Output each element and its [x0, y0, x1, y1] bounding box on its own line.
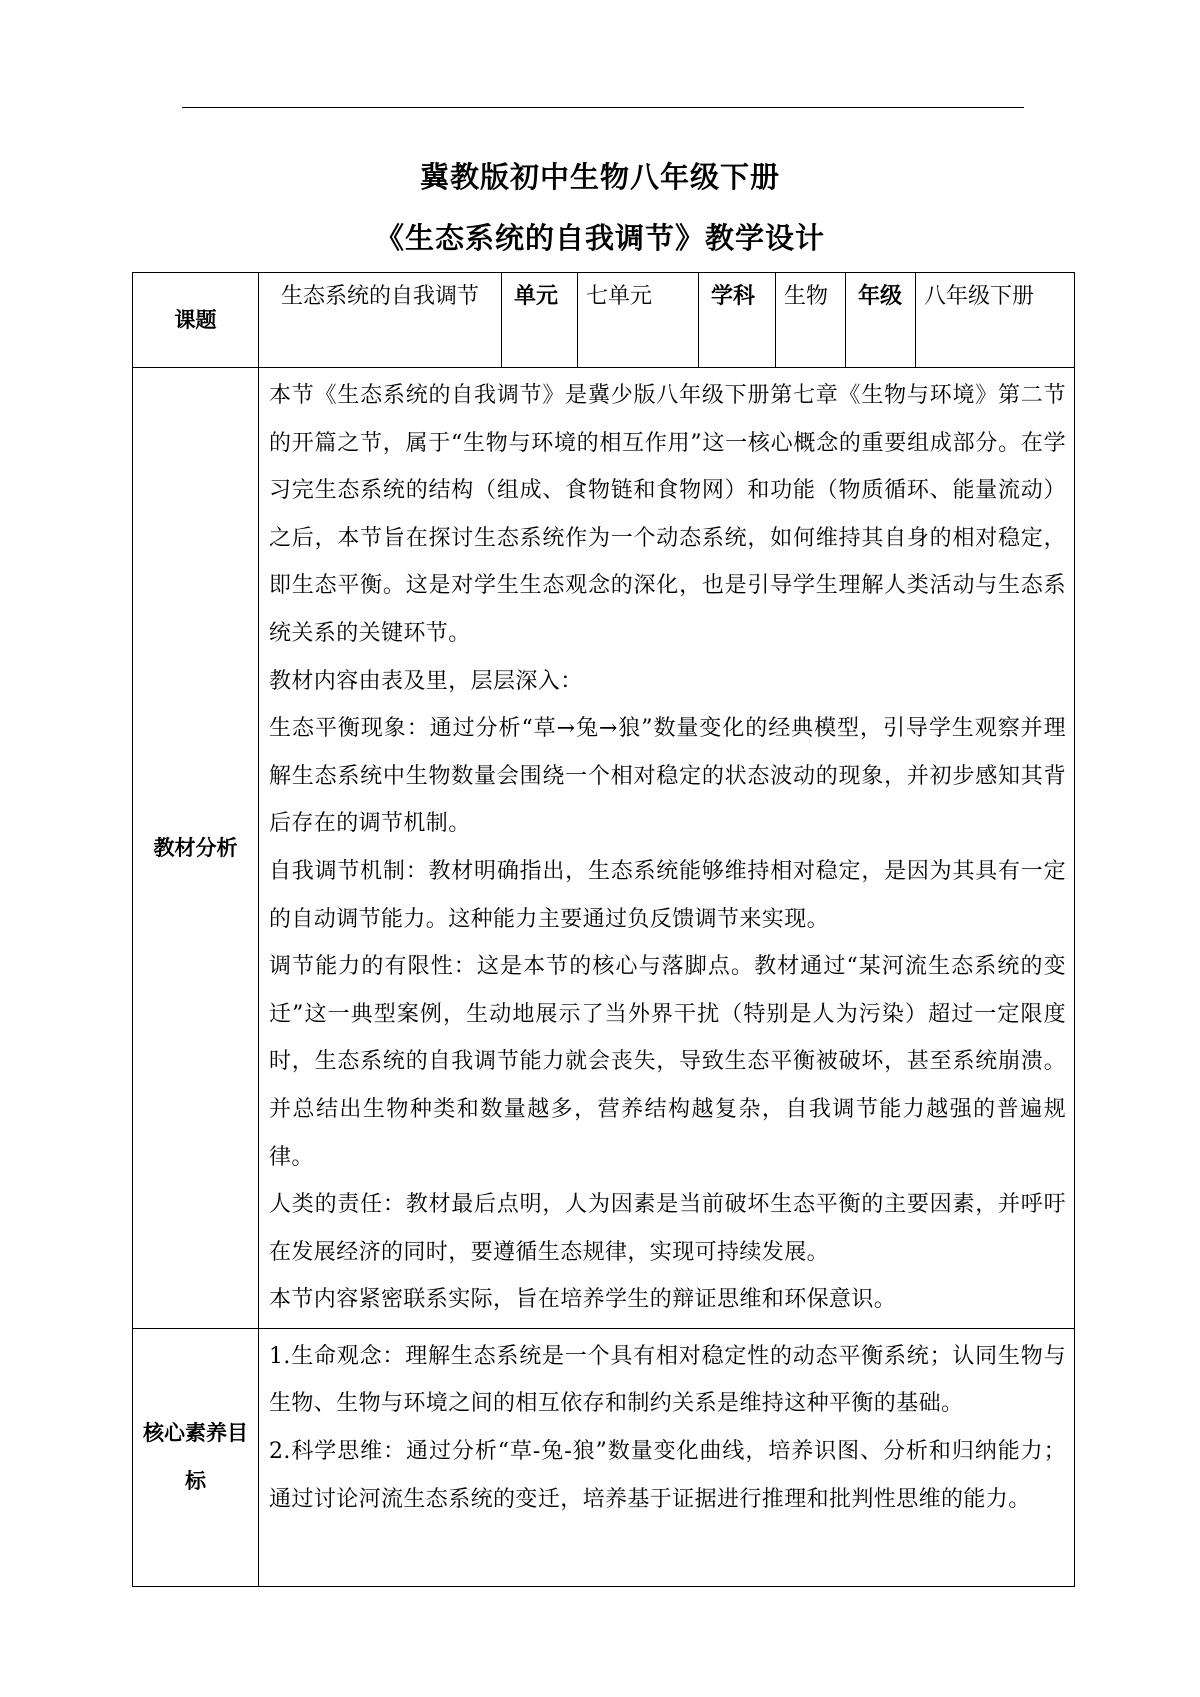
topic-label: 课题 — [133, 273, 259, 368]
core-goals-row — [133, 1328, 1075, 1586]
core-goals-label: 核心素养目标 — [133, 1328, 259, 1586]
topic-value: 生态系统的自我调节 — [259, 273, 502, 368]
goal-paragraph: 1.生命观念：理解生态系统是一个具有相对稳定性的动态平衡系统；认同生物与生物、生物与环境之间的相互依存和制约关系是维持这种平衡的基础。 — [269, 1343, 1066, 1417]
analysis-paragraph: 教材内容由表及里，层层深入： — [269, 668, 583, 694]
subject-label: 学科 — [699, 273, 776, 368]
analysis-paragraph: 本节内容紧密联系实际，旨在培养学生的辩证思维和环保意识。 — [269, 1287, 897, 1313]
analysis-paragraph: 本节《生态系统的自我调节》是冀少版八年级下册第七章《生物与环境》第二节的开篇之节，属于“生物与环境的相互作用”这一核心概念的重要组成部分。在学习完生态系统的结构（组成、食物链和食物网）和功能（物质循环、能量流动）之后，本节旨在探讨生态系统作为一个动态系统，如何维持其自身的相对稳定，即生态平衡。这是对学生生态观念的深化，也是引导学生理解人类活动与生态系统关系的关键环节。 — [269, 383, 1066, 646]
grade-label: 年级 — [846, 273, 916, 368]
analysis-paragraph: 自我调节机制：教材明确指出，生态系统能够维持相对稳定，是因为其具有一定的自动调节能力。这种能力主要通过负反馈调节来实现。 — [269, 858, 1066, 932]
unit-value: 七单元 — [578, 273, 699, 368]
grade-value: 八年级下册 — [916, 273, 1075, 368]
analysis-paragraph: 人类的责任：教材最后点明，人为因素是当前破坏生态平衡的主要因素，并呼吁在发展经济的同时，要遵循生态规律，实现可持续发展。 — [269, 1192, 1066, 1265]
textbook-analysis-content — [259, 368, 1075, 1329]
document-title-line1: 冀教版初中生物八年级下册 — [419, 160, 780, 194]
textbook-analysis-row — [133, 368, 1075, 1329]
header-row — [133, 273, 1075, 368]
core-goals-content — [259, 1328, 1075, 1586]
header-rule — [182, 107, 1024, 108]
goal-paragraph: 2.科学思维：通过分析“草-兔-狼”数量变化曲线，培养识图、分析和归纳能力；通过讨论河流生态系统的变迁，培养基于证据进行推理和批判性思维的能力。 — [269, 1439, 1066, 1512]
unit-label: 单元 — [502, 273, 578, 368]
textbook-analysis-label: 教材分析 — [133, 368, 259, 1329]
analysis-paragraph: 调节能力的有限性：这是本节的核心与落脚点。教材通过“某河流生态系统的变迁”这一典型案例，生动地展示了当外界干扰（特别是人为污染）超过一定限度时，生态系统的自我调节能力就会丧失，导致生态平衡被破坏，甚至系统崩溃。并总结出生物种类和数量越多，营养结构越复杂，自我调节能力越强的普遍规律。 — [269, 954, 1066, 1170]
lesson-design-table — [132, 272, 1075, 1587]
document-title-line2: 《生态系统的自我调节》教学设计 — [374, 221, 825, 255]
subject-value: 生物 — [776, 273, 846, 368]
analysis-paragraph: 生态平衡现象：通过分析“草→兔→狼”数量变化的经典模型，引导学生观察并理解生态系统中生物数量会围绕一个相对稳定的状态波动的现象，并初步感知其背后存在的调节机制。 — [269, 716, 1066, 837]
